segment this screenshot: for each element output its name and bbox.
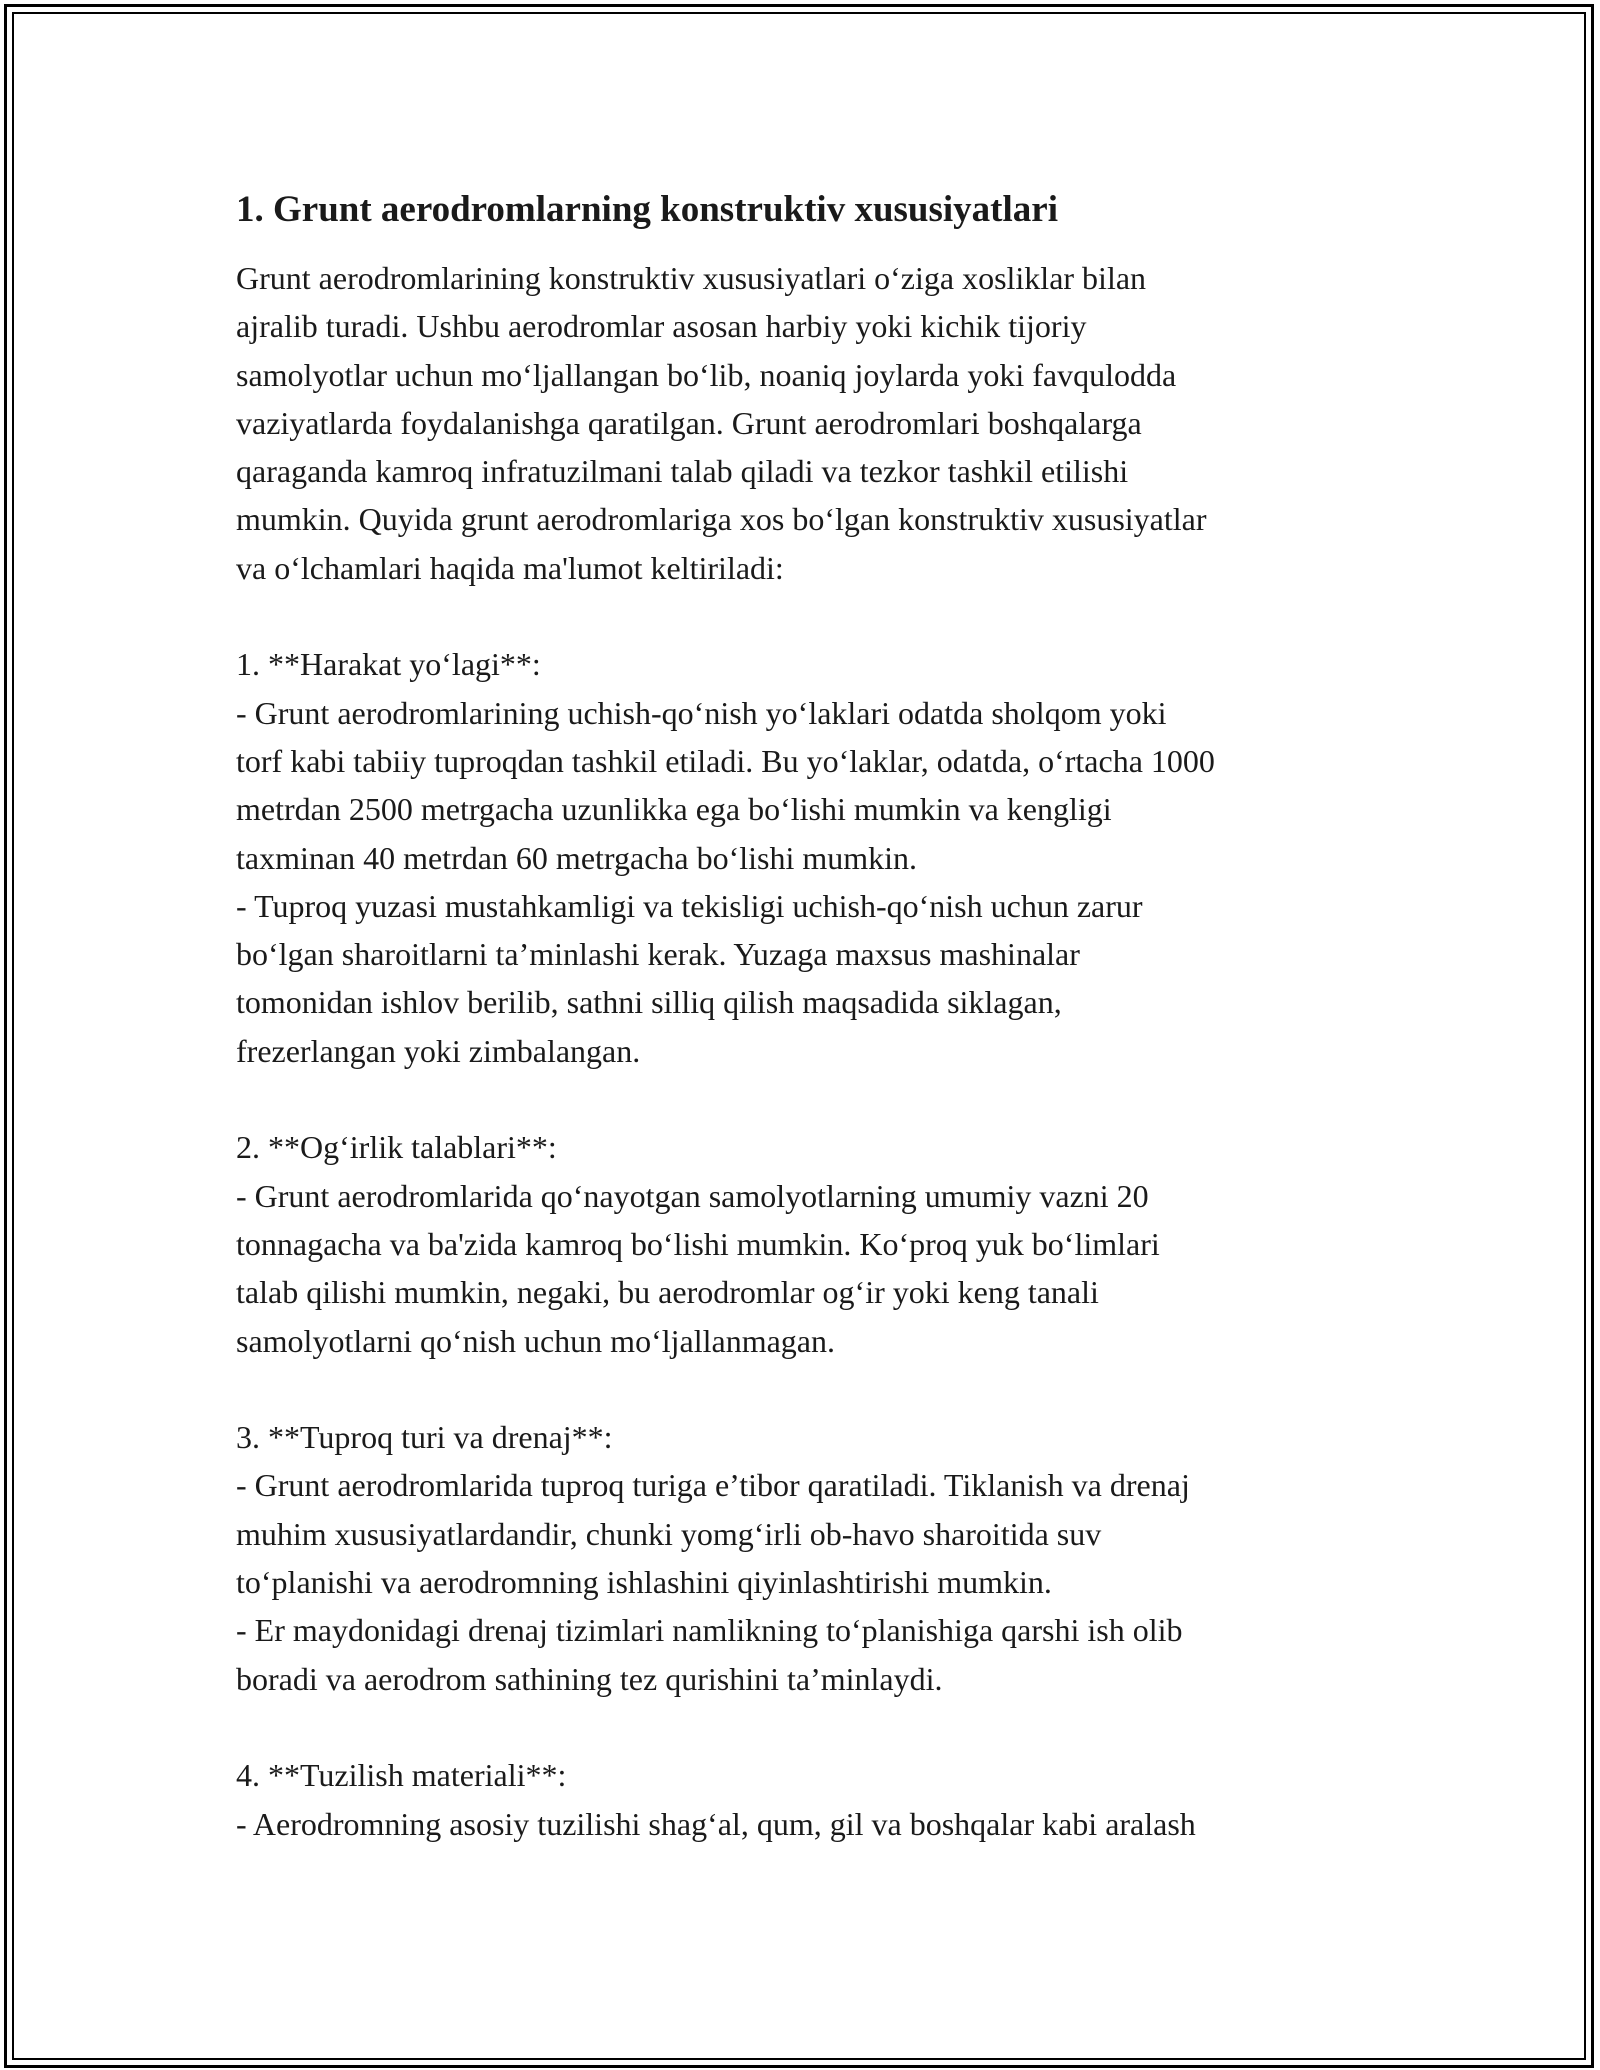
document-content [236, 186, 1386, 1848]
document-body: Grunt aerodromlarining konstruktiv xususiyatlari o‘ziga xosliklar bilan ajralib turadi. Ushbu aerodromlar asosan harbiy yoki kichik tijoriy samolyotlar uchun mo‘ljallangan bo‘lib, noaniq joylarda yoki favqulodda vaziyatlarda foydalanishga qaratilgan. Grunt aerodromlari boshqalarga qaraganda kamroq infratuzilmani talab qiladi va tezkor tashkil etilishi mumkin. Quyida grunt aerodromlariga xos bo‘lgan konstruktiv xususiyatlar va o‘lchamlari haqida ma'lumot keltiriladi: 1. **Harakat yo‘lagi**: - Grunt aerodromlarining uchish-qo‘nish yo‘laklari odatda sholqom yoki torf kabi tabiiy tuproqdan tashkil etiladi. Bu yo‘laklar, odatda, o‘rtacha 1000 metrdan 2500 metrgacha uzunlikka ega bo‘lishi mumkin va kengligi taxminan 40 metrdan 60 metrgacha bo‘lishi mumkin. - Tuproq yuzasi mustahkamligi va tekisligi uchish-qo‘nish uchun zarur bo‘lgan sharoitlarni ta’minlashi kerak. Yuzaga maxsus mashinalar tomonidan ishlov berilib, sathni silliq qilish maqsadida siklagan, frezerlangan yoki zimbalangan. 2. **Og‘irlik talablari**: - Grunt aerodromlarida qo‘nayotgan samolyotlarning umumiy vazni 20 tonnagacha va ba'zida kamroq bo‘lishi mumkin. Ko‘proq yuk bo‘limlari talab qilishi mumkin, negaki, bu aerodromlar og‘ir yoki keng tanali samolyotlarni qo‘nish uchun mo‘ljallanmagan. 3. **Tuproq turi va drenaj**: - Grunt aerodromlarida tuproq turiga e’tibor qaratiladi. Tiklanish va drenaj muhim xususiyatlardandir, chunki yomg‘irli ob-havo sharoitida suv to‘planishi va aerodromning ishlashini qiyinlashtirishi mumkin. - Er maydonidagi drenaj tizimlari namlikning to‘planishiga qarshi ish olib boradi va aerodrom sathining tez qurishini ta’minlaydi. 4. **Tuzilish materiali**: - Aerodromning asosiy tuzilishi shag‘al, qum, gil va boshqalar kabi aralash [236, 260, 1215, 1842]
document-title: 1. Grunt aerodromlarning konstruktiv xususiyatlari [236, 189, 1058, 230]
